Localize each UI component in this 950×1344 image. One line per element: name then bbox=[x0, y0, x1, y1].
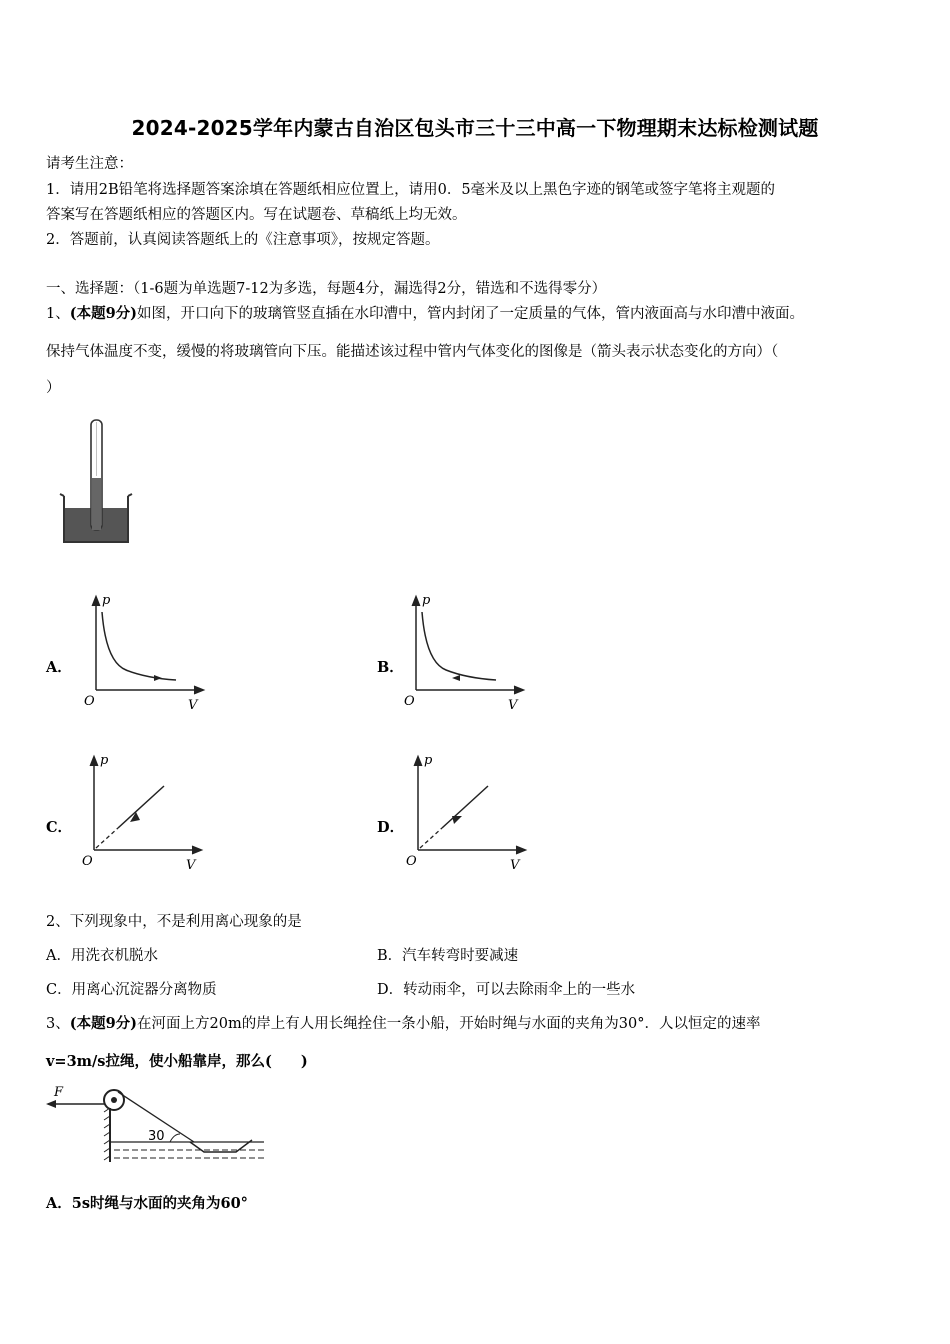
tube-liquid bbox=[92, 478, 101, 530]
axis-v-label: V bbox=[186, 858, 196, 873]
axis-p-label: p bbox=[424, 753, 433, 768]
q3-option-a: A．5s时绳与水面的夹角为60° bbox=[46, 1195, 248, 1212]
q1-score: (本题9分) bbox=[69, 305, 138, 322]
q1-text-1: 如图，开口向下的玻璃管竖直插在水印漕中，管内封闭了一定质量的气体，管内液面高与水印漕中液面。 bbox=[137, 306, 805, 322]
axis-p-label: p bbox=[100, 753, 109, 768]
q1-graph-a bbox=[80, 592, 210, 717]
q3-number: 3、 bbox=[46, 1016, 70, 1032]
notice-line-1: 1．请用2B铅笔将选择题答案涂填在答题纸相应位置上，请用0．5毫米及以上黑色字迹的钢笔或签字笔将主观题的 bbox=[46, 182, 776, 198]
notice-line-1b: 答案写在答题纸相应的答题区内。写在试题卷、草稿纸上均无效。 bbox=[46, 207, 467, 223]
force-label: F bbox=[54, 1085, 64, 1100]
origin-label: O bbox=[82, 854, 93, 869]
axis-v-label: V bbox=[188, 698, 198, 713]
q2-option-a: A．用洗衣机脱水 bbox=[46, 948, 158, 964]
notice-heading: 请考生注意： bbox=[46, 156, 133, 172]
q2-stem: 2、下列现象中，不是利用离心现象的是 bbox=[46, 914, 302, 930]
q1-line-3: ） bbox=[46, 380, 61, 396]
page-title: 2024-2025学年内蒙古自治区包头市三十三中高一下物理期末达标检测试题 bbox=[131, 116, 819, 140]
origin-label: O bbox=[84, 694, 95, 709]
q1-graph-c bbox=[78, 752, 208, 877]
angle-label: 30 bbox=[148, 1129, 165, 1144]
notice-line-2: 2．答题前，认真阅读答题纸上的《注意事项》，按规定答题。 bbox=[46, 232, 440, 248]
axis-v-label: V bbox=[510, 858, 520, 873]
q3-line-2: v=3m/s拉绳，使小船靠岸，那么( ) bbox=[46, 1053, 308, 1070]
q2-option-d: D．转动雨伞，可以去除雨伞上的一些水 bbox=[377, 982, 636, 998]
q3-line-1 bbox=[46, 1012, 760, 1033]
q1-line-1 bbox=[46, 302, 804, 323]
q1-graph-d bbox=[402, 752, 532, 877]
q1-tube-figure bbox=[58, 418, 138, 548]
q2-option-c: C．用离心沉淀器分离物质 bbox=[46, 982, 217, 998]
q1-option-a-label: A． bbox=[46, 659, 72, 676]
q1-option-b-label: B． bbox=[377, 659, 404, 676]
q1-number: 1、 bbox=[46, 306, 70, 322]
q1-line-2: 保持气体温度不变，缓慢的将玻璃管向下压。能描述该过程中管内气体变化的图像是（箭头表示状态变化的方向）（ bbox=[46, 344, 779, 360]
section-heading: 一、选择题：（1-6题为单选题7-12为多选，每题4分，漏选得2分，错选和不选得零分） bbox=[46, 281, 607, 297]
q3-score: (本题9分) bbox=[69, 1015, 138, 1032]
q2-option-b: B．汽车转弯时要减速 bbox=[377, 948, 519, 964]
q1-option-d-label: D． bbox=[377, 819, 405, 836]
axis-v-label: V bbox=[508, 698, 518, 713]
origin-label: O bbox=[404, 694, 415, 709]
q3-text-1: 在河面上方20m的岸上有人用长绳拴住一条小船，开始时绳与水面的夹角为30°．人以恒定的速率 bbox=[137, 1016, 761, 1032]
q1-option-c-label: C． bbox=[46, 819, 73, 836]
q1-graph-b bbox=[400, 592, 530, 717]
q3-boat-figure bbox=[44, 1078, 269, 1170]
origin-label: O bbox=[406, 854, 417, 869]
axis-p-label: p bbox=[422, 593, 431, 608]
axis-p-label: p bbox=[102, 593, 111, 608]
